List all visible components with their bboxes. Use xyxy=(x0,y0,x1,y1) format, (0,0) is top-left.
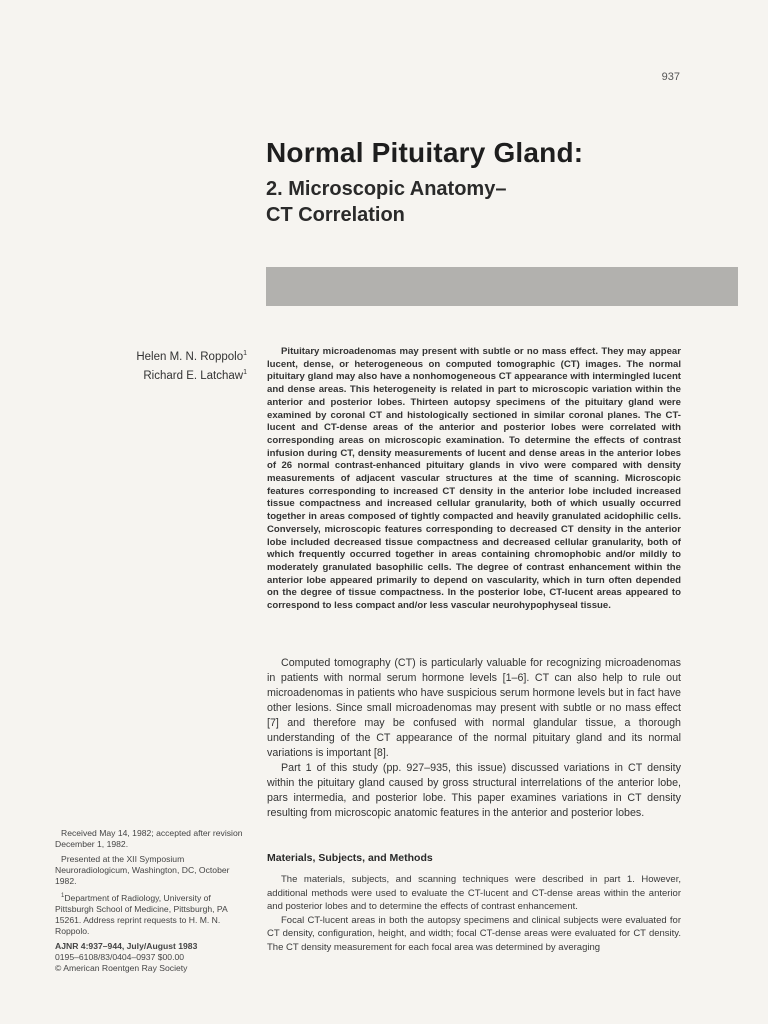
footnote-affiliation xyxy=(55,891,250,937)
introduction xyxy=(267,656,681,821)
header-band xyxy=(266,267,738,306)
methods-paragraph: The materials, subjects, and scanning techniques were described in part 1. However, additional methods were used to evaluate the CT-lucent and CT-dense areas within the anterior and posterior lobes and to determine the effects of contrast enhancement. xyxy=(267,874,681,912)
body-paragraph: Computed tomography (CT) is particularly valuable for recognizing microadenomas in patients with normal serum hormone levels [1–6]. CT can also help to rule out microadenomas in patients who have suspicious serum hormone levels but in fact have other lesions. Since small microadenomas may present with subtle or no mass effect [7] and therefore may be confused with normal glandular tissue, a thorough understanding of the CT appearance of the normal pituitary gland and its normal variations is important [8]. xyxy=(267,657,681,759)
page-number: 937 xyxy=(661,71,680,83)
footnote-presented: Presented at the XII Symposium Neuroradiologicum, Washington, DC, October 1982. xyxy=(55,854,230,886)
footnotes xyxy=(55,828,250,974)
journal-citation: AJNR 4:937–944, July/August 1983 xyxy=(55,940,198,951)
author-affiliation-mark: 1 xyxy=(243,368,247,376)
author-list xyxy=(60,346,247,384)
subtitle-line-2: CT Correlation xyxy=(266,204,405,226)
author xyxy=(60,365,247,384)
footnote-mark: 1 xyxy=(61,893,65,899)
author-name: Helen M. N. Roppolo xyxy=(136,350,244,363)
methods-paragraph: Focal CT-lucent areas in both the autopsy specimens and clinical subjects were evaluated for CT density, configuration, height, and width; focal CT-dense areas were evaluated for CT density. The CT density measurement for each focal area was determined by averaging xyxy=(267,914,681,953)
journal-info xyxy=(55,941,250,974)
article-title: Normal Pituitary Gland: xyxy=(266,137,584,168)
article-subtitle xyxy=(266,176,736,228)
body-paragraph: Part 1 of this study (pp. 927–935, this issue) discussed variations in CT density within the pituitary gland caused by gross structural interrelations of the anterior lobe, pars intermedia, and posterior lobe. This paper examines variations in CT density resulting from microscopic anatomic features in the anterior and posterior lobes. xyxy=(267,762,681,819)
title-block xyxy=(266,136,736,228)
section-heading-methods: Materials, Subjects, and Methods xyxy=(267,852,433,864)
abstract: Pituitary microadenomas may present with subtle or no mass effect. They may appear lucent, dense, or heterogeneous on computed tomographic (CT) images. The normal pituitary gland may also have a nonhomogeneous CT appearance with intermingled lucent and dense areas. This heterogeneity is related in part to microscopic variation within the anterior and posterior lobes. Thirteen autopsy specimens of the pituitary gland were examined by coronal CT and histologically sectioned in similar coronal planes. The CT-lucent and CT-dense areas of the anterior and posterior lobes were correlated with corresponding areas on microscopic examination. To determine the effects of contrast infusion during CT, density measurements of lucent and dense areas in the anterior lobes of 26 normal contrast-enhanced pituitary glands in vivo were compared with density measurements of adjacent vascular structures at the time of scanning. Microscopic features corresponding to increased CT density in the anterior lobe included increased tissue compactness and increased cellular granularity, both of which usually occurred together in areas composed of tightly compacted and heavily granulated acidophilic cells. Conversely, microscopic features corresponding to decreased CT density in the anterior lobe included decreased tissue compactness and decreased cellular granularity, both of which frequently occurred together in areas containing chromophobic and/or mildly to moderately granulated basophilic cells. The degree of contrast enhancement within the anterior lobe appeared primarily to depend on vascularity, which in turn often depended on the degree of tissue compactness. In the posterior lobe, CT-lucent areas appeared to correspond to less compact and/or less vascular neurohypophyseal tissue. xyxy=(267,346,681,612)
author-affiliation-mark: 1 xyxy=(243,350,247,357)
issn-line: 0195–6108/83/0404–0937 $00.00 xyxy=(55,951,185,962)
author xyxy=(60,346,247,365)
author-name: Richard E. Latchaw xyxy=(143,369,244,382)
copyright-line: © American Roentgen Ray Society xyxy=(55,962,188,973)
methods-section xyxy=(267,873,681,954)
affiliation-text: Department of Radiology, University of Pittsburgh School of Medicine, Pittsburgh, PA 15261. Address reprint requests to H. M. N. Roppolo. xyxy=(55,892,228,936)
subtitle-line-1: 2. Microscopic Anatomy– xyxy=(266,178,507,200)
footnote-received: Received May 14, 1982; accepted after revision December 1, 1982. xyxy=(55,828,243,849)
